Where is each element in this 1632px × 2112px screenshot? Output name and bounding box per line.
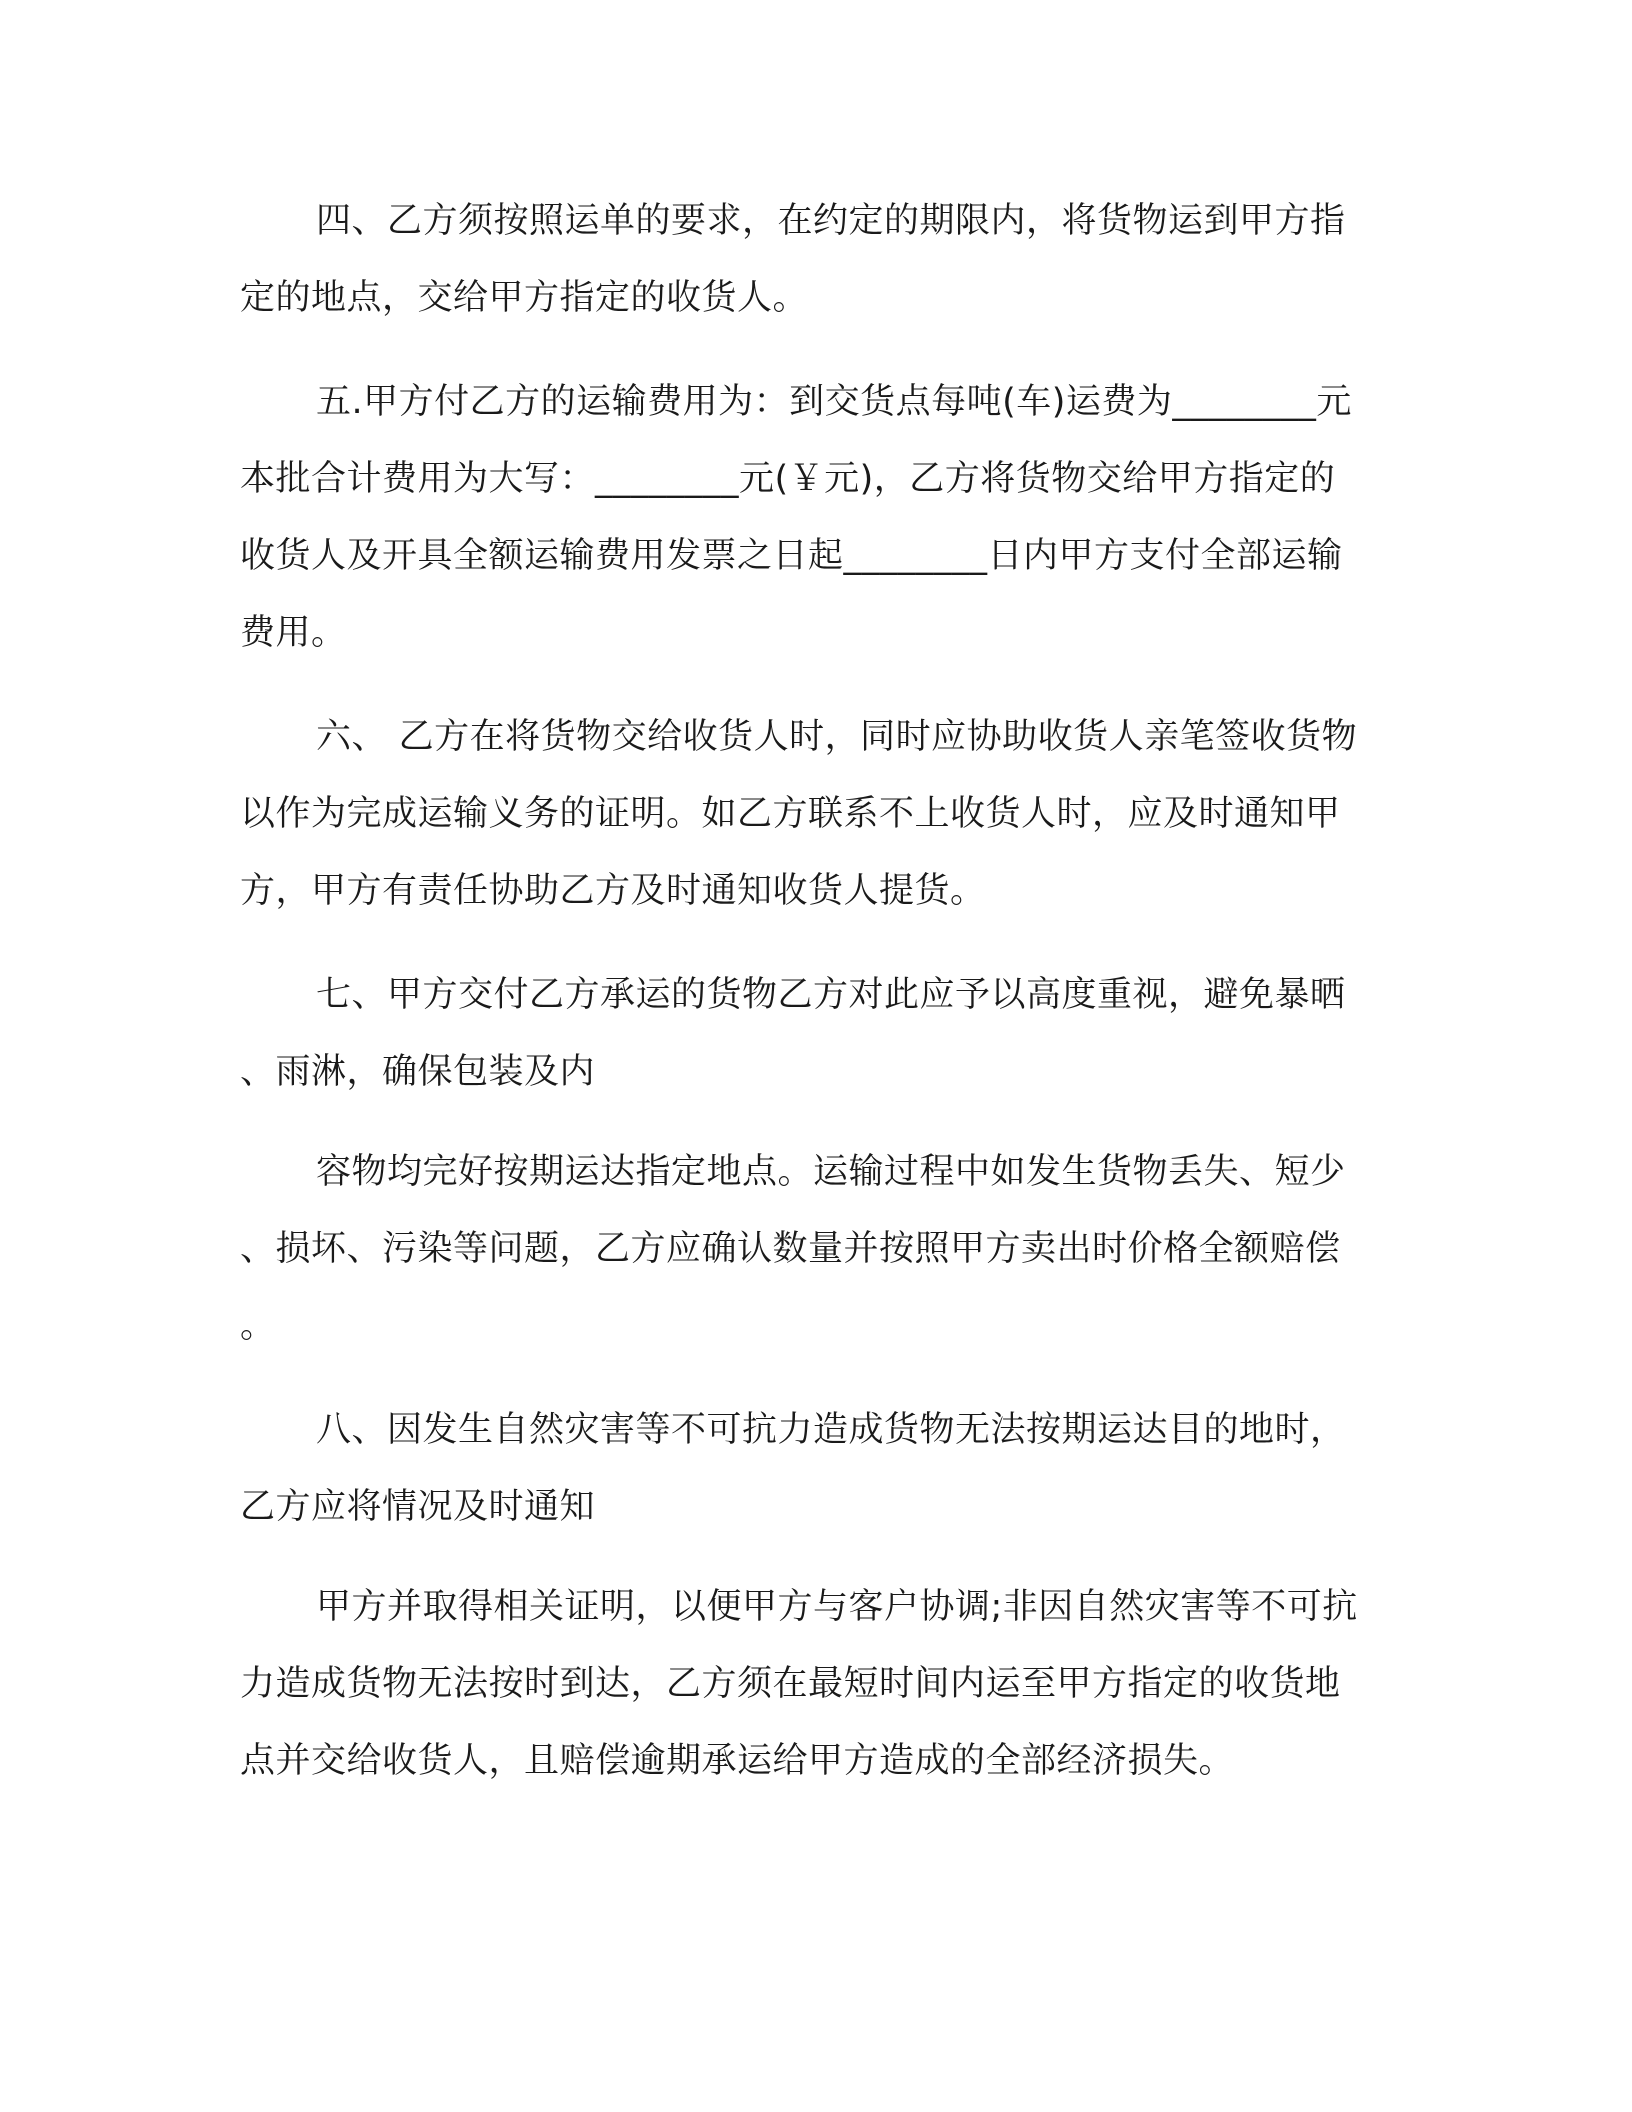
clause-5-paragraph: 五.甲方付乙方的运输费用为：到交货点每吨(车)运费为________元 本批合计费用为大写：________元(￥元)，乙方将货物交给甲方指定的收货人及开具全额运输费用发票之日起________日内甲方支付全部运输费用。 (240, 382, 1352, 653)
paragraph-spacer (240, 930, 1370, 957)
document-body (240, 183, 1370, 1800)
clause-7-continuation-paragraph: 容物均完好按期运达指定地点。运输过程中如发生货物丢失、短少、损坏、污染等问题，乙方应确认数量并按照甲方卖出时价格全额赔偿。 (240, 1152, 1346, 1346)
paragraph-spacer (240, 672, 1370, 699)
paragraph-spacer (240, 1546, 1370, 1569)
clause-7-paragraph: 七、甲方交付乙方承运的货物乙方对此应予以高度重视，避免暴晒、雨淋，确保包装及内 (240, 975, 1346, 1092)
paragraph-spacer (240, 1365, 1370, 1392)
clause-8-paragraph: 八、因发生自然灾害等不可抗力造成货物无法按期运达目的地时，乙方应将情况及时通知 (240, 1410, 1346, 1527)
clause-6-paragraph: 六、 乙方在将货物交给收货人时，同时应协助收货人亲笔签收货物以作为完成运输义务的证明。如乙方联系不上收货人时，应及时通知甲方，甲方有责任协助乙方及时通知收货人提货。 (240, 717, 1358, 911)
clause-8-continuation-paragraph: 甲方并取得相关证明，以便甲方与客户协调;非因自然灾害等不可抗力造成货物无法按时到达，乙方须在最短时间内运至甲方指定的收货地点并交给收货人，且赔偿逾期承运给甲方造成的全部经济损失。 (240, 1587, 1358, 1781)
clause-4-paragraph: 四、乙方须按照运单的要求，在约定的期限内，将货物运到甲方指定的地点，交给甲方指定的收货人。 (240, 201, 1346, 318)
paragraph-spacer (240, 337, 1370, 364)
paragraph-spacer (240, 1111, 1370, 1134)
